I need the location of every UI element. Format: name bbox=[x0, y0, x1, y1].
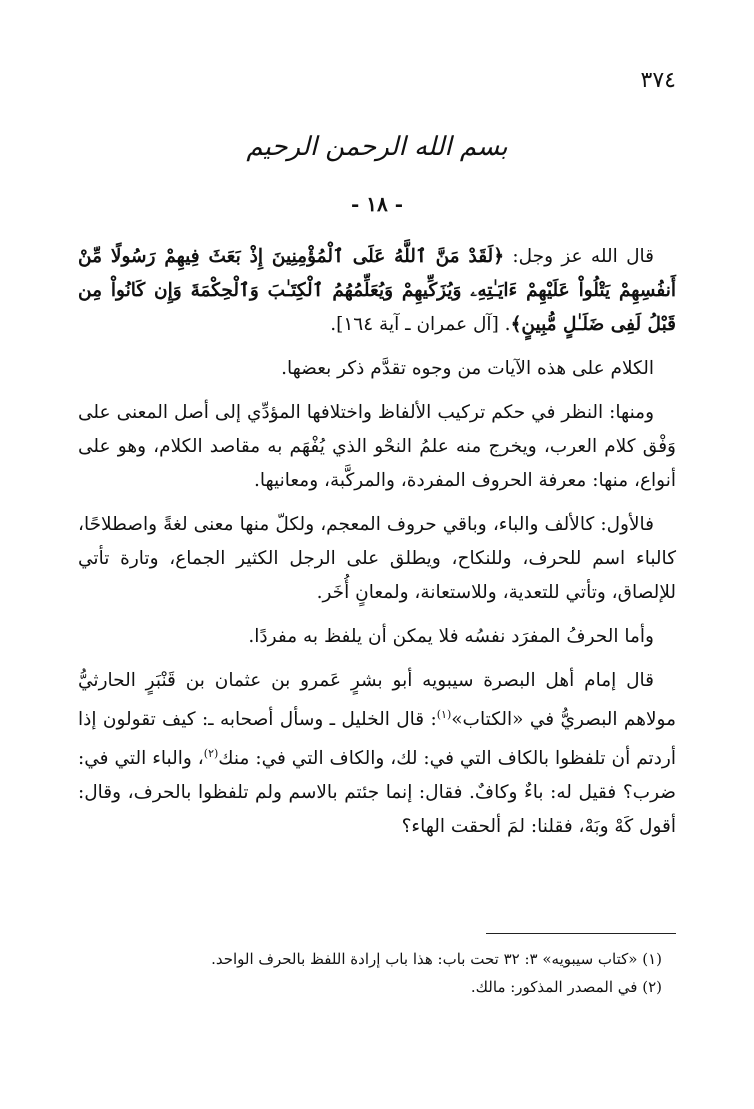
page-number: ٣٧٤ bbox=[640, 68, 676, 93]
footnote-marker-2: (٢) bbox=[203, 747, 219, 761]
paragraph-verse bbox=[78, 240, 676, 342]
paragraph-3: ومنها: النظر في حكم تركيب الألفاظ واختلافها المؤدِّي إلى أصل المعنى على وَفْق كلام العرب، ويخرج منه علمُ النحْو الذي يُفْهَم به مقاصد الكلام، وهو على أنواع، منها: معرفة الحروف المفردة، والمركَّبة، ومعانيها. bbox=[78, 402, 676, 491]
chapter-number: - ١٨ - bbox=[350, 192, 403, 216]
basmala-calligraphy: بسم الله الرحمن الرحيم bbox=[246, 132, 508, 162]
paragraph-6 bbox=[78, 664, 676, 844]
paragraph-6-part-c: ، والباء التي في: ضرب؟ فقيل له: باءٌ وكافٌ. فقال: إنما جئتم بالاسم ولم تلفظوا بالحرف، وقال: أقول كَهْ وبَهْ، فقلنا: لمَ ألحقت الهاء؟ bbox=[78, 748, 676, 838]
paragraph-6-part-a: قال إمام أهل البصرة سيبويه أبو بشرٍ عَمرو بن عثمان بن قَنْبَرٍ الحارثيُّ مولاهم البصريُّ في «الكتاب» bbox=[78, 670, 676, 731]
footnote-marker-1: (١) bbox=[436, 708, 452, 721]
quran-verse: ﴿لَقَدْ مَنَّ ٱللَّهُ عَلَى ٱلْمُؤْمِنِينَ إِذْ بَعَثَ فِيهِمْ رَسُولًا مِّنْ أَنفُسِهِمْ يَتْلُواْ عَلَيْهِمْ ءَايَـٰتِهِۦ وَيُزَكِّيهِمْ وَيُعَلِّمُهُمُ ٱلْكِتَـٰبَ وَٱلْحِكْمَةَ وَإِن كَانُواْ مِن قَبْلُ لَفِى ضَلَـٰلٍ مُّبِينٍ﴾ bbox=[78, 246, 676, 335]
verse-intro: قال الله عز وجل: bbox=[504, 246, 655, 267]
paragraph-6-part-b: : قال الخليل ـ وسأل أصحابه ـ: كيف تقولون إذا أردتم أن تلفظوا بالكاف التي في: لك، والكاف التي في: منك bbox=[78, 709, 676, 770]
paragraph-2: الكلام على هذه الآيات من وجوه تقدَّم ذكر بعضها. bbox=[281, 358, 654, 379]
paragraph-5: وأما الحرفُ المفرَد نفسُه فلا يمكن أن يلفظ به مفردًا. bbox=[248, 626, 654, 647]
main-text bbox=[78, 240, 676, 854]
verse-reference: . [آل عمران ـ آية ١٦٤]. bbox=[330, 314, 511, 335]
footnote-2: (٢) في المصدر المذكور: مالك. bbox=[470, 978, 662, 996]
footnote-divider bbox=[486, 933, 676, 934]
paragraph-4: فالأول: كالألف والباء، وباقي حروف المعجم، ولكلّ منها معنى لغةً واصطلاحًا، كالباء اسم للحرف، وللنكاح، ويطلق على الرجل الكثير الجماع، وتارة تأتي للإلصاق، وتأتي للتعدية، وللاستعانة، ولمعانٍ أُخَر. bbox=[78, 514, 676, 603]
footnote-1: (١) «كتاب سيبويه» ٣: ٣٢ تحت باب: هذا باب إرادة اللفظ بالحرف الواحد. bbox=[211, 950, 662, 968]
footnotes bbox=[78, 945, 676, 1001]
